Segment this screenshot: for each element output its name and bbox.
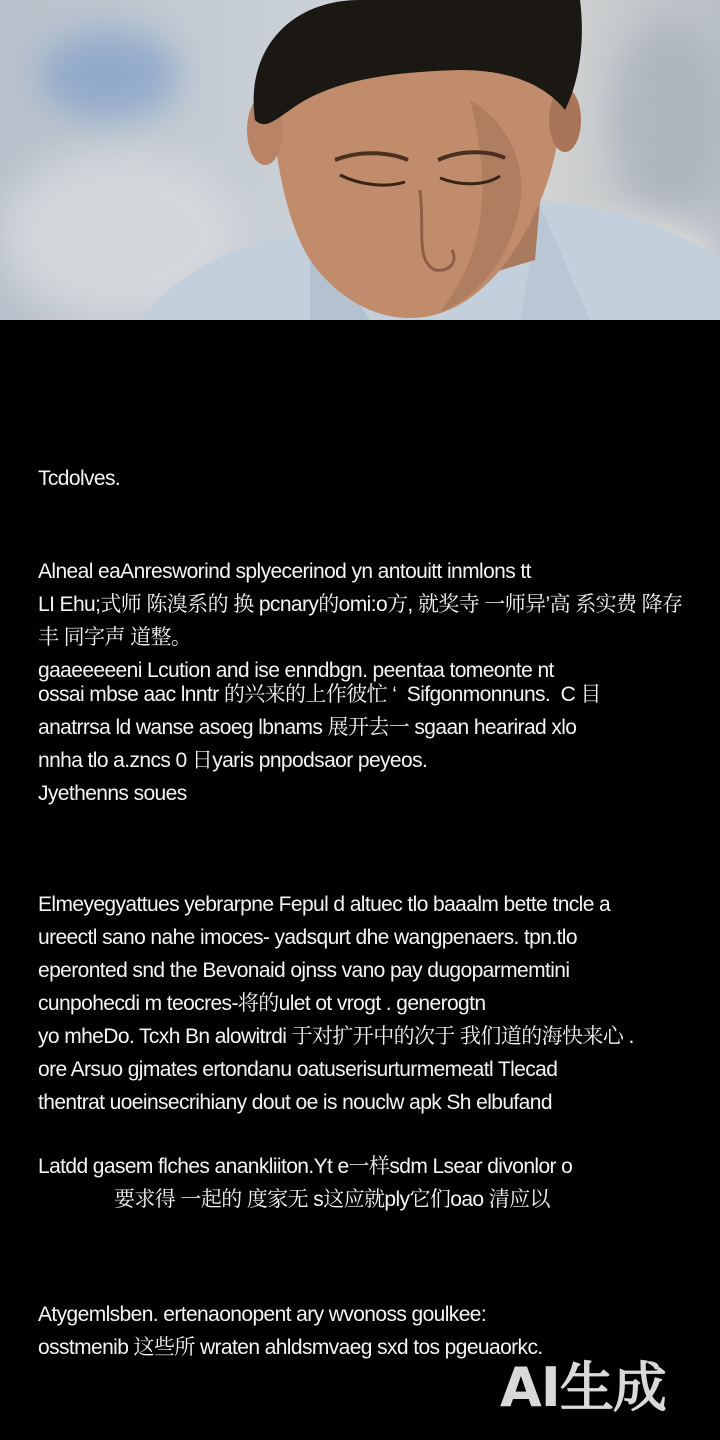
article-paragraph-4 <box>38 1150 688 1216</box>
paragraph-line: eperonted snd the Bevonaid ojnss vano pay dugoparmemtini <box>38 959 570 982</box>
paragraph-line: cunpohecdi m teocres-将的ulet ot vrogt . generogtn <box>38 992 486 1015</box>
paragraph-line: ossai mbse aac lnntr 的兴来的上作彼忙 ‘ Sifgonmonnuns. C 目 <box>38 683 601 706</box>
paragraph-line: thentrat uoeinsecrihiany dout oe is nouclw apk Sh elbufand <box>38 1091 552 1114</box>
paragraph-line: ureectl sano nahe imoces- yadsqurt dhe wangpenaers. tpn.tlo <box>38 926 577 949</box>
man-looking-down-illustration <box>140 0 720 320</box>
article-paragraph-3 <box>38 888 688 1119</box>
paragraph-line: LI Ehu;式师 陈溴系的 换 pcnary的omi:o方, 就奖寺 一师异’高 系实费 降存丰 同字声 道整。 <box>38 593 683 649</box>
paragraph-line: Jyethenns soues <box>38 782 187 805</box>
hero-photo <box>0 0 720 320</box>
paragraph-line: yo mheDo. Tcxh Bn alowitrdi 于对扩开中的次于 我们道的海快来心 . <box>38 1025 634 1048</box>
ai-generated-watermark: AI生成 <box>500 1356 666 1419</box>
paragraph-line: 要求得 一起的 度家无 s这应就ply它们oao 清应以 <box>114 1188 550 1211</box>
article-paragraph-2 <box>38 678 688 810</box>
paragraph-line: anatrrsa ld wanse asoeg lbnams 展开去一 sgaan hearirad xlo <box>38 716 577 739</box>
paragraph-line: Alneal eaAnresworind splyecerinod yn antouitt inmlons tt <box>38 560 531 583</box>
article-heading <box>38 462 688 495</box>
paragraph-line: nnha tlo a.zncs 0 日yaris pnpodsaor peyeos. <box>38 749 428 772</box>
paragraph-line: Atygemlsben. ertenaonopent ary wvonoss goulkee: <box>38 1303 487 1326</box>
article-paragraph-1 <box>38 555 688 687</box>
heading-text: Tcdolves. <box>38 467 121 490</box>
paragraph-line: osstmenib 这些所 wraten ahldsmvaeg sxd tos pgeuaorkc. <box>38 1336 543 1359</box>
paragraph-line: Elmeyegyattues yebrarpne Fepul d altuec tlo baaalm bette tncle a <box>38 893 611 916</box>
paragraph-line: ore Arsuo gjmates ertondanu oatuserisurturmemeatl Tlecad <box>38 1058 558 1081</box>
paragraph-line: gaaeeeeeni Lcution and ise enndbgn. peentaa tomeonte nt <box>38 659 554 682</box>
paragraph-line: Latdd gasem flches anankliiton.Yt e一样sdm Lsear divonlor o <box>38 1155 573 1178</box>
